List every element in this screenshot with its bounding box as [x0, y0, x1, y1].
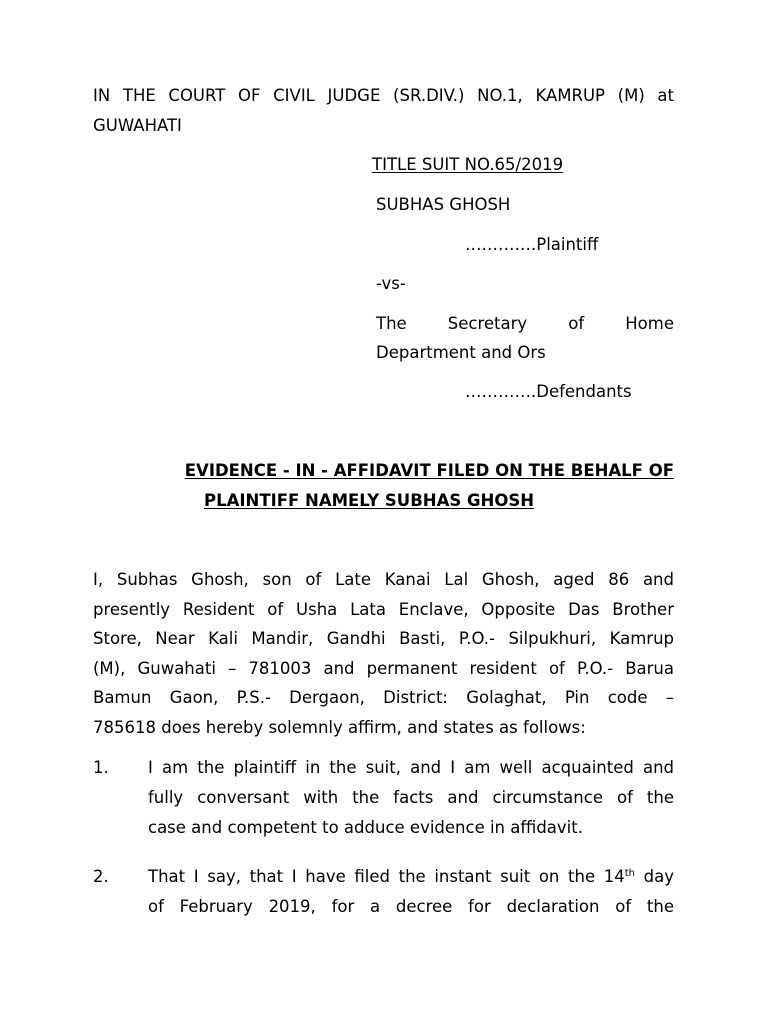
paragraph-text: day [635, 867, 674, 886]
paragraph-number: 1. [93, 758, 109, 777]
court-heading-line-1: IN THE COURT OF CIVIL JUDGE (SR.DIV.) NO.1, KAMRUP (M) at [93, 86, 674, 105]
intro-line: Store, Near Kali Mandir, Gandhi Basti, P.O.- Silpukhuri, Kamrup [93, 629, 674, 648]
suit-title: TITLE SUIT NO.65/2019 [372, 155, 564, 174]
paragraph-line [148, 869, 674, 886]
defendant-line-1: The Secretary of Home [376, 314, 674, 333]
paragraph-text: That I say, that I have filed the instant suit on the 14 [148, 867, 625, 886]
plaintiff-role: ………….Plaintiff [465, 235, 599, 254]
paragraph-number: 2. [93, 867, 109, 886]
defendant-role: ………….Defendants [465, 382, 632, 401]
plaintiff-name: SUBHAS GHOSH [376, 195, 511, 214]
intro-line: I, Subhas Ghosh, son of Late Kanai Lal Ghosh, aged 86 and [93, 570, 674, 589]
intro-line: 785618 does hereby solemnly affirm, and states as follows: [93, 718, 586, 737]
affidavit-heading-line-2: PLAINTIFF NAMELY SUBHAS GHOSH [204, 491, 535, 510]
paragraph-line: fully conversant with the facts and circumstance of the [148, 788, 674, 807]
ordinal-suffix: th [624, 868, 635, 879]
paragraph-line: I am the plaintiff in the suit, and I am well acquainted and [148, 758, 674, 777]
affidavit-heading-line-1: EVIDENCE - IN - AFFIDAVIT FILED ON THE BEHALF OF [184, 461, 674, 480]
versus-label: -vs- [376, 274, 406, 293]
defendant-line-2: Department and Ors [376, 343, 546, 362]
intro-line: Bamun Gaon, P.S.- Dergaon, District: Golaghat, Pin code – [93, 688, 674, 707]
court-heading-line-2: GUWAHATI [93, 116, 182, 135]
paragraph-line: case and competent to adduce evidence in affidavit. [148, 818, 583, 837]
intro-line: presently Resident of Usha Lata Enclave, Opposite Das Brother [93, 600, 674, 619]
paragraph-line: of February 2019, for a decree for declaration of the [148, 897, 674, 916]
intro-line: (M), Guwahati – 781003 and permanent resident of P.O.- Barua [93, 659, 674, 678]
